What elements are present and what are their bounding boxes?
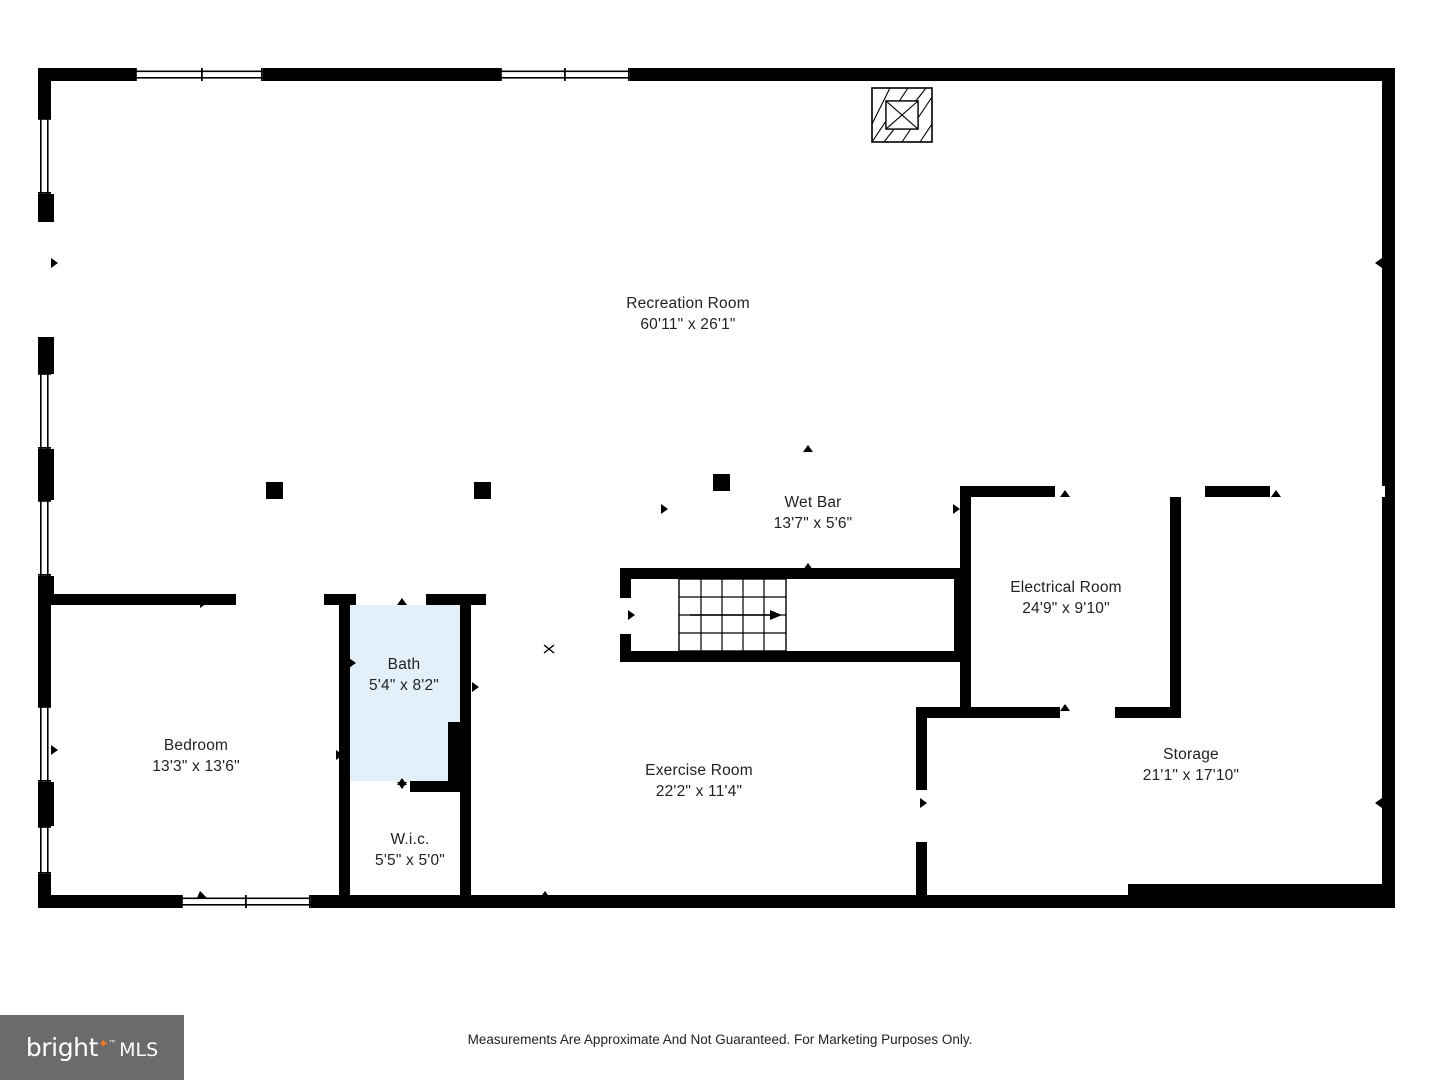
room-label-bedroom xyxy=(152,735,240,778)
room-dimensions: 24'9" x 9'10" xyxy=(1022,600,1110,618)
room-label-exercise-room xyxy=(645,760,753,803)
room-dimensions: 22'2" x 11'4" xyxy=(655,783,743,801)
room-dimensions: 13'7" x 5'6" xyxy=(773,515,853,533)
room-name: W.i.c. xyxy=(390,831,430,848)
room-label-storage xyxy=(1143,744,1239,787)
bright-mls-logo xyxy=(0,1015,184,1080)
room-label-wet-bar xyxy=(774,492,853,535)
disclaimer-text: Measurements Are Approximate And Not Guaranteed. For Marketing Purposes Only. xyxy=(467,1032,973,1047)
room-label-recreation-room xyxy=(626,293,750,336)
columns xyxy=(266,474,730,499)
hatched-chase xyxy=(872,88,932,142)
room-name: Wet Bar xyxy=(784,494,842,511)
staircase xyxy=(679,579,786,651)
room-name: Bath xyxy=(387,656,421,673)
room-name: Electrical Room xyxy=(1010,579,1122,596)
trademark-symbol: ™ xyxy=(108,1039,117,1048)
room-label-bath xyxy=(369,654,439,697)
windows xyxy=(38,68,630,908)
room-dimensions: 5'4" x 8'2" xyxy=(369,677,439,695)
room-dimensions: 13'3" x 13'6" xyxy=(152,758,240,776)
brand-suffix: MLS xyxy=(119,1039,159,1061)
room-name: Exercise Room xyxy=(645,762,753,779)
brand-name: bright xyxy=(25,1033,99,1062)
room-name: Storage xyxy=(1163,746,1219,763)
brand-star-icon: ✦ xyxy=(98,1037,109,1052)
room-label-electrical-room xyxy=(1010,577,1122,620)
room-name: Bedroom xyxy=(163,737,229,754)
room-dimensions: 21'1" x 17'10" xyxy=(1142,767,1240,785)
room-dimensions: 5'5" x 5'0" xyxy=(375,852,445,870)
room-dimensions: 60'11" x 26'1" xyxy=(640,316,736,334)
interior-walls xyxy=(51,486,1395,908)
room-name: Recreation Room xyxy=(626,295,750,312)
room-label-wic xyxy=(375,829,445,872)
